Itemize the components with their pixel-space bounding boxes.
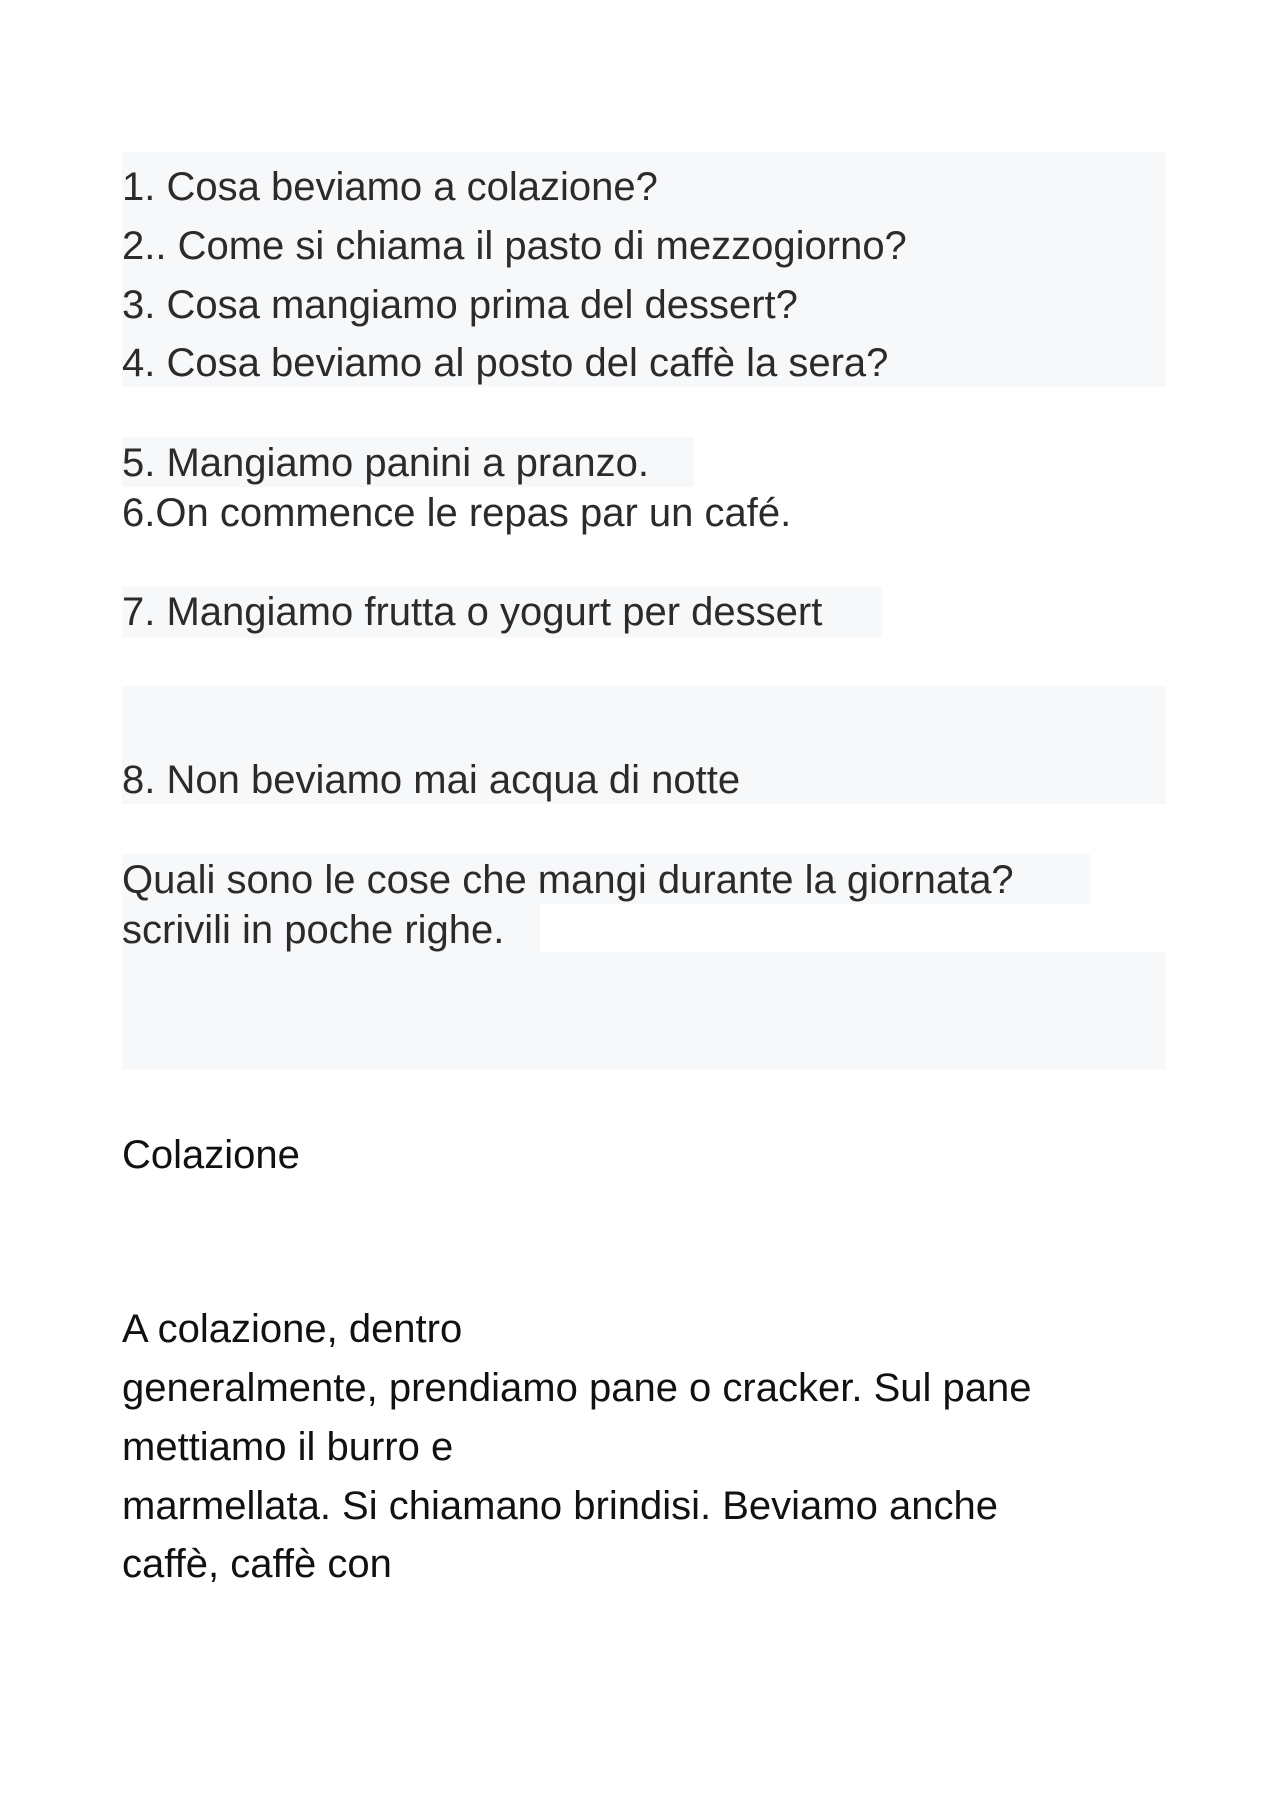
answer-line-3: mettiamo il burro e <box>122 1425 454 1469</box>
statement-7: 7. Mangiamo frutta o yogurt per dessert <box>122 590 823 634</box>
question-3: 3. Cosa mangiamo prima del dessert? <box>122 283 798 327</box>
answer-line-1: A colazione, dentro <box>122 1307 463 1351</box>
question-2: 2.. Come si chiama il pasto di mezzogiorno? <box>122 224 907 268</box>
answer-line-2: generalmente, prendiamo pane o cracker. Sul pane <box>122 1366 1032 1410</box>
question-4: 4. Cosa beviamo al posto del caffè la sera? <box>122 341 889 385</box>
answer-heading: Colazione <box>122 1133 300 1177</box>
answer-line-4: marmellata. Si chiamano brindisi. Beviamo anche <box>122 1484 998 1528</box>
question-1: 1. Cosa beviamo a colazione? <box>122 165 658 209</box>
prompt-line-2: scrivili in poche righe. <box>122 908 505 952</box>
statement-5: 5. Mangiamo panini a pranzo. <box>122 441 649 485</box>
statement-6: 6.On commence le repas par un café. <box>122 491 792 535</box>
answer-line-5: caffè, caffè con <box>122 1542 392 1586</box>
answer-space-highlight <box>122 952 1166 1070</box>
statement-8: 8. Non beviamo mai acqua di notte <box>122 758 741 802</box>
prompt-line-1: Quali sono le cose che mangi durante la giornata? <box>122 858 1014 902</box>
